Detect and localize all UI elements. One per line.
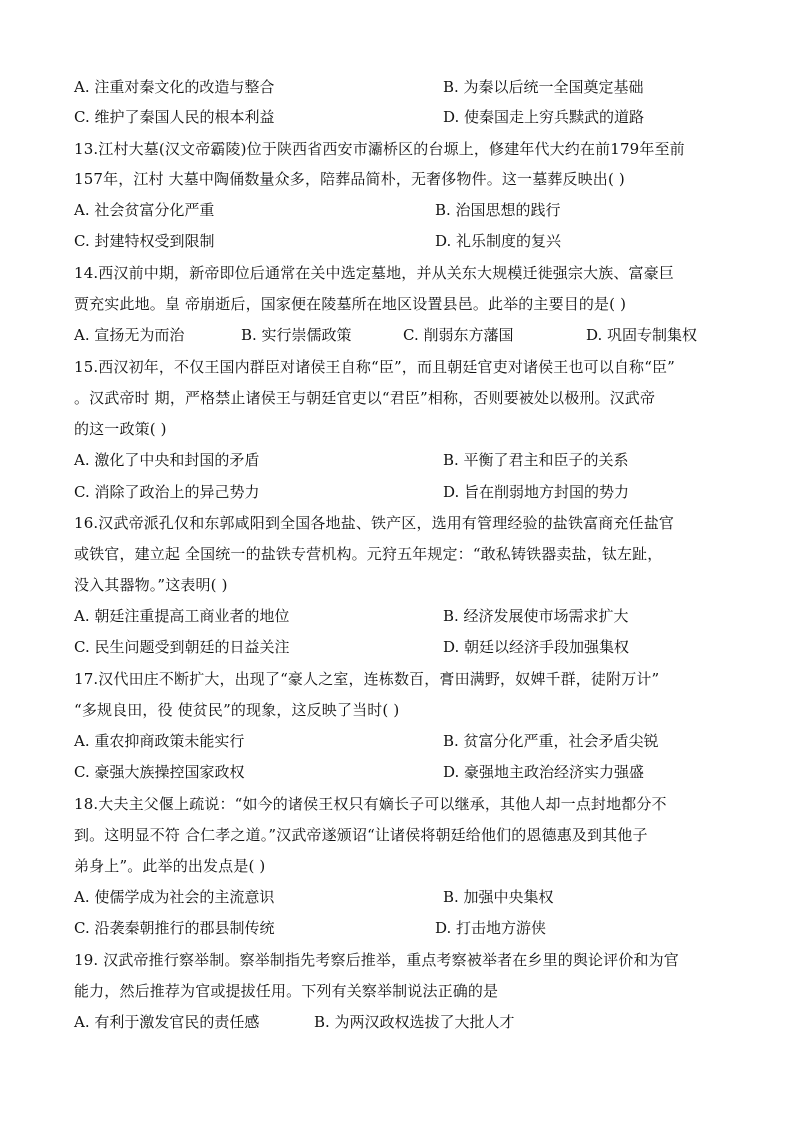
- q16-option-b[interactable]: B. 经济发展使市场需求扩大: [443, 607, 629, 625]
- q17-option-c[interactable]: C. 豪强大族操控国家政权: [74, 763, 245, 781]
- q18-option-c[interactable]: C. 沿袭秦朝推行的郡县制传统: [74, 919, 275, 937]
- q12-option-b[interactable]: B. 为秦以后统一全国奠定基础: [443, 78, 644, 96]
- q15-stem-line-2: 。汉武帝时 期，严格禁止诸侯王与朝廷官吏以“君臣”相称，否则要被处以极刑。汉武帝: [74, 389, 656, 407]
- q18-option-b[interactable]: B. 加强中央集权: [443, 888, 554, 906]
- q14-option-c[interactable]: C. 削弱东方藩国: [403, 326, 514, 344]
- q16-option-a[interactable]: A. 朝廷注重提高工商业者的地位: [74, 607, 290, 625]
- q14-option-a[interactable]: A. 宣扬无为而治: [74, 326, 185, 344]
- q12-option-row-2: [0, 106, 794, 128]
- q19-stem-line-2: 能力，然后推荐为官或提拔任用。下列有关察举制说法正确的是: [74, 982, 499, 1000]
- q18-option-row-1: [0, 886, 794, 908]
- q16-stem-line-2: 或铁官，建立起 全国统一的盐铁专营机构。元狩五年规定：“敢私铸铁器卖盐，钛左趾，: [74, 545, 663, 563]
- q13-option-row-2: [0, 230, 794, 252]
- q16-option-d[interactable]: D. 朝廷以经济手段加强集权: [443, 638, 630, 656]
- q12-option-d[interactable]: D. 使秦国走上穷兵黩武的道路: [443, 108, 645, 126]
- q17-stem-line-1: 17.汉代田庄不断扩大，出现了“豪人之室，连栋数百，膏田满野，奴婢千群，徒附万计”: [74, 670, 660, 688]
- q13-option-d[interactable]: D. 礼乐制度的复兴: [435, 232, 562, 250]
- q17-option-b[interactable]: B. 贫富分化严重，社会矛盾尖锐: [443, 732, 659, 750]
- q15-stem-line-3: 的这一政策( ): [74, 420, 167, 438]
- q14-stem-line-2: 贾充实此地。皇 帝崩逝后，国家便在陵墓所在地区设置县邑。此举的主要目的是( ): [74, 295, 627, 313]
- q17-stem-line-2: “多规良田，役 使贫民”的现象，这反映了当时( ): [74, 701, 400, 719]
- q16-option-row-1: [0, 605, 794, 627]
- q18-stem-line-2: 到。这明显不符 合仁孝之道。”汉武帝遂颁诏“让诸侯将朝廷给他们的恩德惠及到其他子: [74, 826, 648, 844]
- q12-option-row-1: [0, 76, 794, 98]
- q15-option-b[interactable]: B. 平衡了君主和臣子的关系: [443, 451, 629, 469]
- q17-option-a[interactable]: A. 重农抑商政策未能实行: [74, 732, 245, 750]
- q19-option-row: [0, 1011, 794, 1033]
- q19-stem-line-1: 19. 汉武帝推行察举制。察举制指先考察后推举，重点考察被举者在乡里的舆论评价和为官: [74, 951, 679, 969]
- q14-option-d[interactable]: D. 巩固专制集权: [586, 326, 698, 344]
- q17-option-row-1: [0, 730, 794, 752]
- q13-option-b[interactable]: B. 治国思想的践行: [435, 201, 561, 219]
- q18-option-a[interactable]: A. 使儒学成为社会的主流意识: [74, 888, 275, 906]
- q17-option-row-2: [0, 761, 794, 783]
- q19-option-a[interactable]: A. 有利于激发官民的责任感: [74, 1013, 260, 1031]
- q14-option-b[interactable]: B. 实行崇儒政策: [241, 326, 352, 344]
- q16-option-row-2: [0, 636, 794, 658]
- q12-option-a[interactable]: A. 注重对秦文化的改造与整合: [74, 78, 275, 96]
- q18-option-d[interactable]: D. 打击地方游侠: [435, 919, 547, 937]
- q13-stem-line-1: 13.江村大墓(汉文帝霸陵)位于陕西省西安市灞桥区的台塬上，修建年代大约在前179年至前: [74, 140, 685, 158]
- q18-stem-line-1: 18.大夫主父偃上疏说：“如今的诸侯王权只有嫡长子可以继承，其他人却一点封地都分不: [74, 795, 667, 813]
- q16-option-c[interactable]: C. 民生问题受到朝廷的日益关注: [74, 638, 290, 656]
- q18-option-row-2: [0, 917, 794, 939]
- q13-option-c[interactable]: C. 封建特权受到限制: [74, 232, 215, 250]
- q17-option-d[interactable]: D. 豪强地主政治经济实力强盛: [443, 763, 645, 781]
- q13-option-a[interactable]: A. 社会贫富分化严重: [74, 201, 215, 219]
- q16-stem-line-1: 16.汉武帝派孔仅和东郭咸阳到全国各地盐、铁产区，选用有管理经验的盐铁富商充任盐官: [74, 514, 675, 532]
- q15-option-row-1: [0, 449, 794, 471]
- q15-option-c[interactable]: C. 消除了政治上的异己势力: [74, 483, 260, 501]
- q16-stem-line-3: 没入其器物。”这表明( ): [74, 576, 228, 594]
- q19-option-b[interactable]: B. 为两汉政权选拔了大批人才: [314, 1013, 515, 1031]
- q18-stem-line-3: 弟身上”。此举的出发点是( ): [74, 857, 266, 875]
- q15-option-row-2: [0, 481, 794, 503]
- q13-option-row-1: [0, 199, 794, 221]
- q15-option-a[interactable]: A. 激化了中央和封国的矛盾: [74, 451, 260, 469]
- q12-option-c[interactable]: C. 维护了秦国人民的根本利益: [74, 108, 275, 126]
- q15-option-d[interactable]: D. 旨在削弱地方封国的势力: [443, 483, 630, 501]
- q14-stem-line-1: 14.西汉前中期，新帝即位后通常在关中选定墓地，并从关东大规模迁徙强宗大族、富豪巨: [74, 264, 675, 282]
- q14-option-row: [0, 324, 794, 346]
- q15-stem-line-1: 15.西汉初年，不仅王国内群臣对诸侯王自称“臣”，而且朝廷官吏对诸侯王也可以自称“臣”: [74, 358, 675, 376]
- q13-stem-line-2: 157年，江村 大墓中陶俑数量众多，陪葬品简朴，无奢侈物件。这一墓葬反映出( ): [74, 170, 625, 188]
